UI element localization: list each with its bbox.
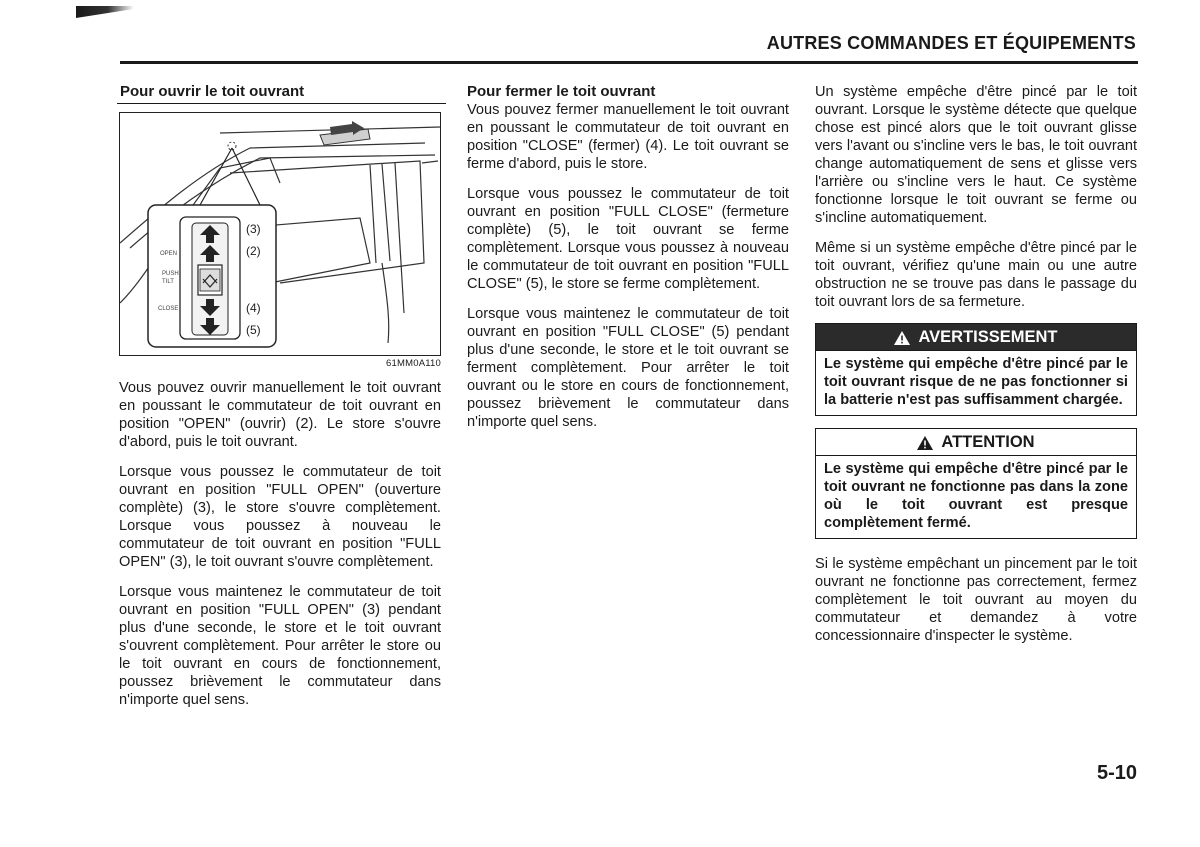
column-3 [815,83,1137,657]
header-rule [120,61,1138,64]
attention-header [816,429,1136,456]
paragraph: Lorsque vous poussez le commutateur de toit ouvrant en position "FULL CLOSE" (fermeture complète) (5), le toit ouvrant se ferme complètement. Lorsque vous poussez à nouveau le commutateur de toit ouvrant en position "FULL CLOSE" (5), le store se ferme complètement. [467,186,789,292]
attention-title: ATTENTION [941,433,1035,451]
paragraph: Un système empêche d'être pincé par le toit ouvrant. Lorsque le système détecte que quelque chose est pincé alors que le toit ouvrant glisse vers l'avant ou s'incline vers le bas, le toit ouvrant change automatiquement de sens et glisse vers l'arrière ou s'incline vers le haut. Ce système fonctionne lorsque le toit ouvrant se ferme ou s'incline automatiquement. [815,84,1137,226]
paragraph: Vous pouvez fermer manuellement le toit ouvrant en poussant le commutateur de toit ouvrant en position "CLOSE" (fermer) (4). Le toit ouvrant se ferme d'abord, puis le store. [467,102,789,172]
sunroof-panel [320,121,370,145]
paragraph: Lorsque vous maintenez le commutateur de toit ouvrant en position "FULL CLOSE" (5) pendant plus d'une seconde, le store et le toit ouvrant se ferment complètement. Pour arrêter le toit ouvrant ou le store en cours de fonctionnement, poussez brièvement le commutateur dans n'importe quel sens. [467,306,789,430]
warning-triangle-icon [894,331,910,345]
page-number: 5-10 [1096,762,1137,784]
switch-label-open: OPEN [160,251,178,257]
warning-box [815,323,1137,416]
section-title-open: Pour ouvrir le toit ouvrant [117,80,446,104]
label-2: (2) [246,244,261,258]
switch-label-push: PUSH [162,271,179,277]
label-3: (3) [246,222,261,236]
switch-label-tilt: TILT [162,279,174,285]
corner-mark [76,6,134,18]
column-2 [467,83,789,443]
paragraph: Lorsque vous poussez le commutateur de toit ouvrant en position "FULL OPEN" (ouverture complète) (3), le store s'ouvre complètement. Lorsque vous poussez à nouveau le commutateur de toit ouvrant en position "FULL OPEN" (3), le toit ouvrant s'ouvre complètement. [119,464,441,570]
switch-label-close: CLOSE [158,306,179,312]
paragraph: Si le système empêchant un pincement par le toit ouvrant ne fonctionne pas correctement, fermez complètement le toit ouvrant au moyen du commutateur et demandez à votre concessionnaire d'inspecter le système. [815,556,1137,644]
paragraph: Vous pouvez ouvrir manuellement le toit ouvrant en poussant le commutateur de toit ouvrant en position "OPEN" (ouvrir) (2). Le store s'ouvre d'abord, puis le toit ouvrant. [119,380,441,450]
sunroof-switch-figure [119,112,441,356]
label-5: (5) [246,323,261,337]
warning-title: AVERTISSEMENT [918,328,1058,346]
car-roof-illustration [120,113,441,356]
warning-triangle-icon [917,436,933,450]
paragraph: Lorsque vous maintenez le commutateur de toit ouvrant en position "FULL OPEN" (3) pendant plus d'une seconde, le store et le toit ouvrant s'ouvrent complètement. Pour arrêter le store ou le toit ouvrant en cours de fonctionnement, poussez brièvement le commutateur dans n'importe quel sens. [119,584,441,708]
attention-text: Le système qui empêche d'être pincé par le toit ouvrant ne fonctionne pas dans la zone où le toit ouvrant est presque complètement fermé. [824,461,1128,531]
label-4: (4) [246,301,261,315]
page-header-title: AUTRES COMMANDES ET ÉQUIPEMENTS [766,33,1136,53]
attention-box [815,428,1137,539]
section-title-close: Pour fermer le toit ouvrant [467,83,656,100]
figure-code: 61MM0A110 [386,358,441,369]
warning-header [816,324,1136,350]
warning-text: Le système qui empêche d'être pincé par le toit ouvrant risque de ne pas fonctionner si la batterie n'est pas suffisamment chargée. [816,350,1136,415]
paragraph: Même si un système empêche d'être pincé par le toit ouvrant, vérifiez qu'une main ou une autre obstruction ne se trouve pas dans le passage du toit ouvrant lors de sa fermeture. [815,240,1137,310]
column-1 [119,80,441,721]
